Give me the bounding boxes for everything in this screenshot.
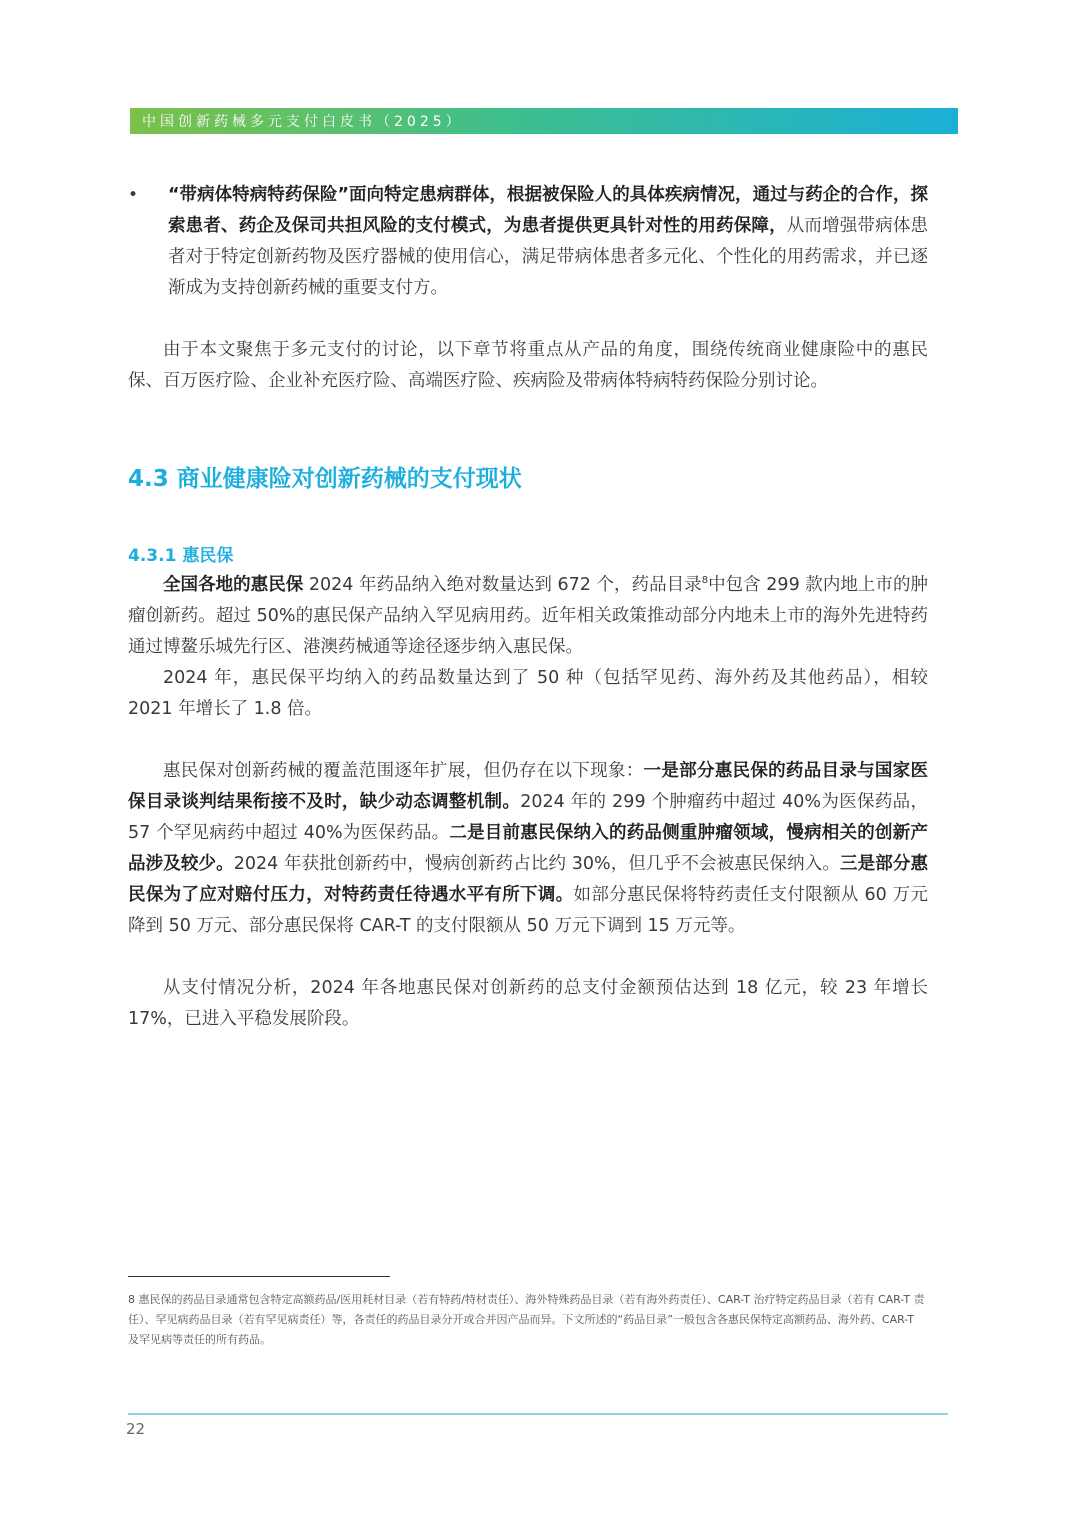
bullet-bold-text: “带病体特病特药保险”面向特定患病群体，根据被保险人的具体疾病情况，通过与药企的合作，探索患者、药企及保司共担风险的支付模式，为患者提供更具针对性的用药保障， bbox=[168, 185, 928, 236]
footnote-ref: 8 bbox=[701, 575, 709, 587]
main-content bbox=[128, 180, 928, 1035]
para1-text-a: 2024 年药品纳入绝对数量达到 672 个，药品目录 bbox=[303, 575, 702, 595]
paragraph-1 bbox=[128, 570, 928, 663]
para3-bold-3: 三是部分惠民保为了应对赔付压力，对特药责任待遇水平有所下调。 bbox=[128, 854, 929, 905]
para3-text-1: 惠民保对创新药械的覆盖范围逐年扩展，但仍存在以下现象： bbox=[163, 761, 644, 781]
footnote-divider bbox=[128, 1276, 390, 1277]
para3-text-3: 2024 年获批创新药中，慢病创新药占比约 30%，但几乎不会被惠民保纳入。 bbox=[233, 854, 840, 874]
bullet-text: 从而增强带病体患者对于特定创新药物及医疗器械的使用信心，满足带病体患者多元化、个性化的用药需求，并已逐渐成为支持创新药械的重要支付方。 bbox=[168, 216, 928, 298]
subsection-title: 4.3.1 惠民保 bbox=[128, 546, 234, 566]
para3-bold-1: 一是部分惠民保的药品目录与国家医保目录谈判结果衔接不及时，缺少动态调整机制。 bbox=[128, 761, 929, 812]
section-title: 4.3 商业健康险对创新药械的支付现状 bbox=[128, 466, 522, 492]
para1-bold: 全国各地的惠民保 bbox=[163, 575, 304, 595]
bullet-item bbox=[128, 180, 928, 304]
footer-divider bbox=[128, 1413, 948, 1415]
paragraph-2: 2024 年，惠民保平均纳入的药品数量达到了 50 种（包括罕见药、海外药及其他药品），相较 2021 年增长了 1.8 倍。 bbox=[128, 668, 928, 719]
bullet-icon: • bbox=[128, 185, 139, 205]
intro-paragraph: 由于本文聚焦于多元支付的讨论，以下章节将重点从产品的角度，围绕传统商业健康险中的惠民保、百万医疗险、企业补充医疗险、高端医疗险、疾病险及带病体特病特药保险分别讨论。 bbox=[128, 340, 928, 391]
header-title: 中国创新药械多元支付白皮书（2025） bbox=[142, 114, 464, 130]
para3-bold-2: 二是目前惠民保纳入的药品侧重肿瘤领域，慢病相关的创新产品涉及较少。 bbox=[128, 823, 928, 874]
header-bar bbox=[130, 108, 958, 134]
footnote: 8 惠民保的药品目录通常包含特定高额药品/医用耗材目录（若有特药/特材责任）、海外特殊药品目录（若有海外药责任）、CAR-T 治疗特定药品目录（若有 CAR-T 责任）、罕见病药品目录（若有罕见病责任）等，各责任的药品目录分开或合并因产品而异。下文所述的“药品目录”一般包含各惠民保特定高额药品、海外药、CAR-T 及罕见病等责任的所有药品。 bbox=[128, 1293, 925, 1346]
para3-text-4: 如部分惠民保将特药责任支付限额从 60 万元降到 50 万元、部分惠民保将 CAR-T 的支付限额从 50 万元下调到 15 万元等。 bbox=[128, 885, 928, 936]
paragraph-4: 从支付情况分析，2024 年各地惠民保对创新药的总支付金额预估达到 18 亿元，较 23 年增长 17%，已进入平稳发展阶段。 bbox=[128, 978, 928, 1029]
paragraph-3 bbox=[128, 756, 928, 942]
para3-text-2: 2024 年的 299 个肿瘤药中超过 40%为医保药品，57 个罕见病药中超过 40%为医保药品。 bbox=[128, 792, 929, 843]
page-number: 22 bbox=[126, 1420, 146, 1438]
bullet-paragraph bbox=[168, 180, 928, 304]
para1-text-b: 中包含 299 款内地上市的肿瘤创新药。超过 50%的惠民保产品纳入罕见病用药。近年相关政策推动部分内地未上市的海外先进特药通过博鳌乐城先行区、港澳药械通等途径逐步纳入惠民保。 bbox=[128, 575, 928, 657]
